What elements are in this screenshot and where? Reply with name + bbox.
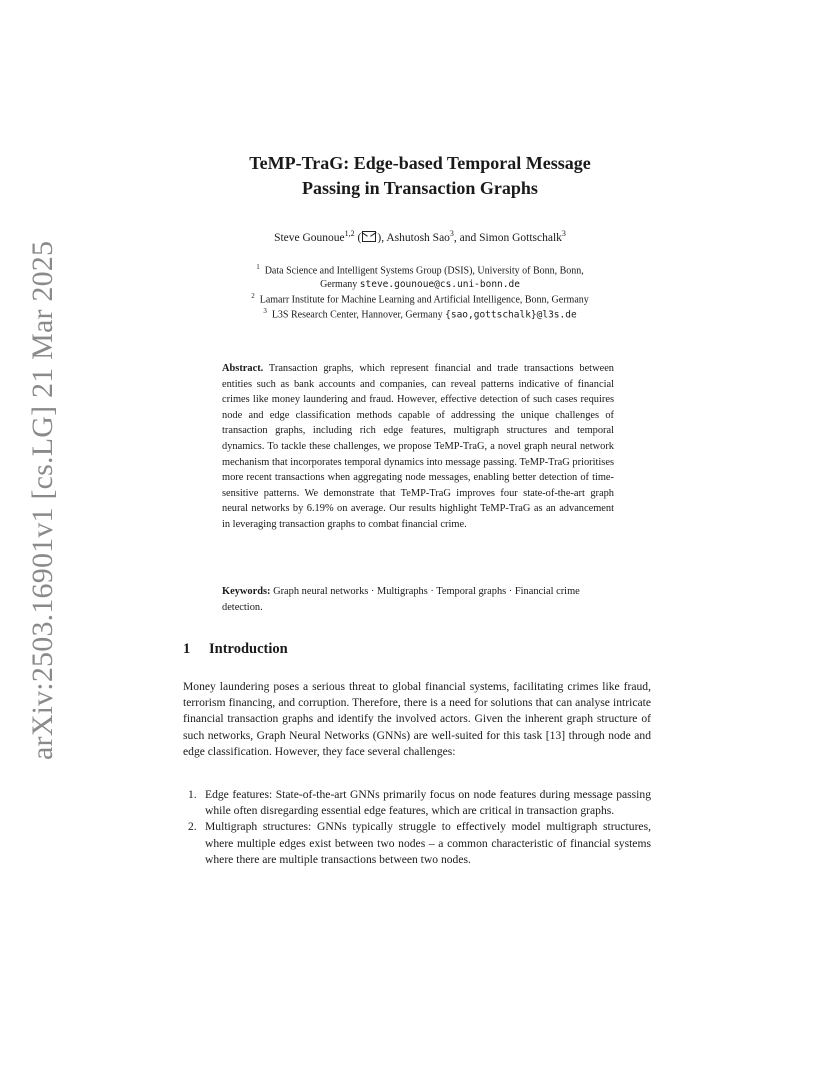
- author-affiliation-mark: 1,2: [344, 229, 355, 238]
- list-item: [183, 787, 651, 819]
- author-name: Ashutosh Sao: [386, 231, 450, 244]
- keywords-text: Graph neural networks · Multigraphs · Temporal graphs · Financial crime detection.: [222, 586, 580, 613]
- author-affiliation-mark: 3: [561, 229, 566, 238]
- affiliation-mark: 1: [256, 263, 260, 271]
- affiliation-mark: 2: [251, 292, 255, 300]
- list-item: [183, 819, 651, 868]
- title-line-2: Passing in Transaction Graphs: [302, 178, 538, 198]
- affiliation-text: L3S Research Center, Hannover, Germany: [271, 309, 443, 321]
- section-heading: [183, 641, 288, 658]
- author-separator: ),: [377, 231, 387, 244]
- arxiv-margin-identifier: arXiv:2503.16901v1 [cs.LG] 21 Mar 2025: [26, 240, 59, 760]
- list-marker: 2.: [188, 820, 197, 834]
- affiliation-text: Lamarr Institute for Machine Learning and Artificial Intelligence, Bonn, Germany: [259, 294, 589, 306]
- keywords-label: Keywords:: [222, 586, 271, 597]
- abstract: [222, 361, 614, 533]
- title-line-1: TeMP-TraG: Edge-based Temporal Message: [249, 153, 591, 173]
- list-item-text: Edge features: State-of-the-art GNNs primarily focus on node features during message passing while often disregarding essential edge features, which are critical in transaction graphs.: [205, 788, 651, 818]
- email-link[interactable]: {sao,gottschalk}@l3s.de: [445, 309, 577, 321]
- list-marker: 1.: [188, 788, 197, 801]
- author-separator: , and: [453, 231, 480, 244]
- author-list: Steve Gounoue$^{1,2}$ ( ), Ashutosh Sao$^3$, and Simon Gottschalk$^3$: [274, 229, 566, 244]
- intro-paragraph: Money laundering poses a serious threat to global financial systems, facilitating crimes like fraud, terrorism financing, and corruption. Therefore, there is a need for solutions that can analyse intricate financial transaction graphs and identify the involved actors. Given the inherent graph structure of such networks, Graph Neural Networks (GNNs) are well-suited for this task [13] through node and edge classification. However, they face several challenges:: [183, 680, 651, 758]
- affiliation-mark: 3: [263, 307, 267, 315]
- affiliation-3: [160, 304, 680, 322]
- author-affiliation-mark: 3: [449, 229, 454, 238]
- list-item-text: Multigraph structures: GNNs typically struggle to effectively model multigraph structures, where multiple edges exist between two nodes – a common characteristic of financial systems where there are multiple transactions between two nodes.: [205, 820, 651, 866]
- paper-title: [160, 151, 680, 201]
- abstract-label: Abstract.: [222, 363, 264, 374]
- section-number: 1: [183, 641, 191, 657]
- author-name: Steve Gounoue: [274, 231, 345, 244]
- affiliation-text: Data Science and Intelligent Systems Group (DSIS), University of Bonn, Bonn,: [264, 265, 584, 277]
- envelope-icon: [362, 231, 376, 242]
- author-name: Simon Gottschalk: [479, 231, 562, 244]
- section-title: Introduction: [209, 641, 288, 657]
- email-link[interactable]: steve.gounoue@cs.uni-bonn.de: [359, 279, 520, 291]
- abstract-text: Transaction graphs, which represent financial and trade transactions between entities such as bank accounts and companies, can reveal patterns indicative of financial crimes like money laundering and fraud. However, effective detection of such cases requires node and edge classification methods capable of addressing the unique challenges of transaction graphs, including rich edge features, multigraph structures and temporal dynamics. To tackle these challenges, we propose TeMP-TraG, a novel graph neural network mechanism that incorporates temporal dynamics into message passing. TeMP-TraG prioritises more recent transactions when aggregating node messages, enabling better detection of time-sensitive patterns. We demonstrate that TeMP-TraG improves four state-of-the-art graph neural networks by 6.19% on average. Our results highlight TeMP-TraG as an advancement in leveraging transaction graphs to combat financial crime.: [222, 363, 614, 530]
- affiliation-country: Germany: [320, 279, 358, 291]
- keywords: [222, 584, 614, 615]
- affiliation-1: [160, 260, 680, 292]
- challenge-list: [183, 787, 651, 868]
